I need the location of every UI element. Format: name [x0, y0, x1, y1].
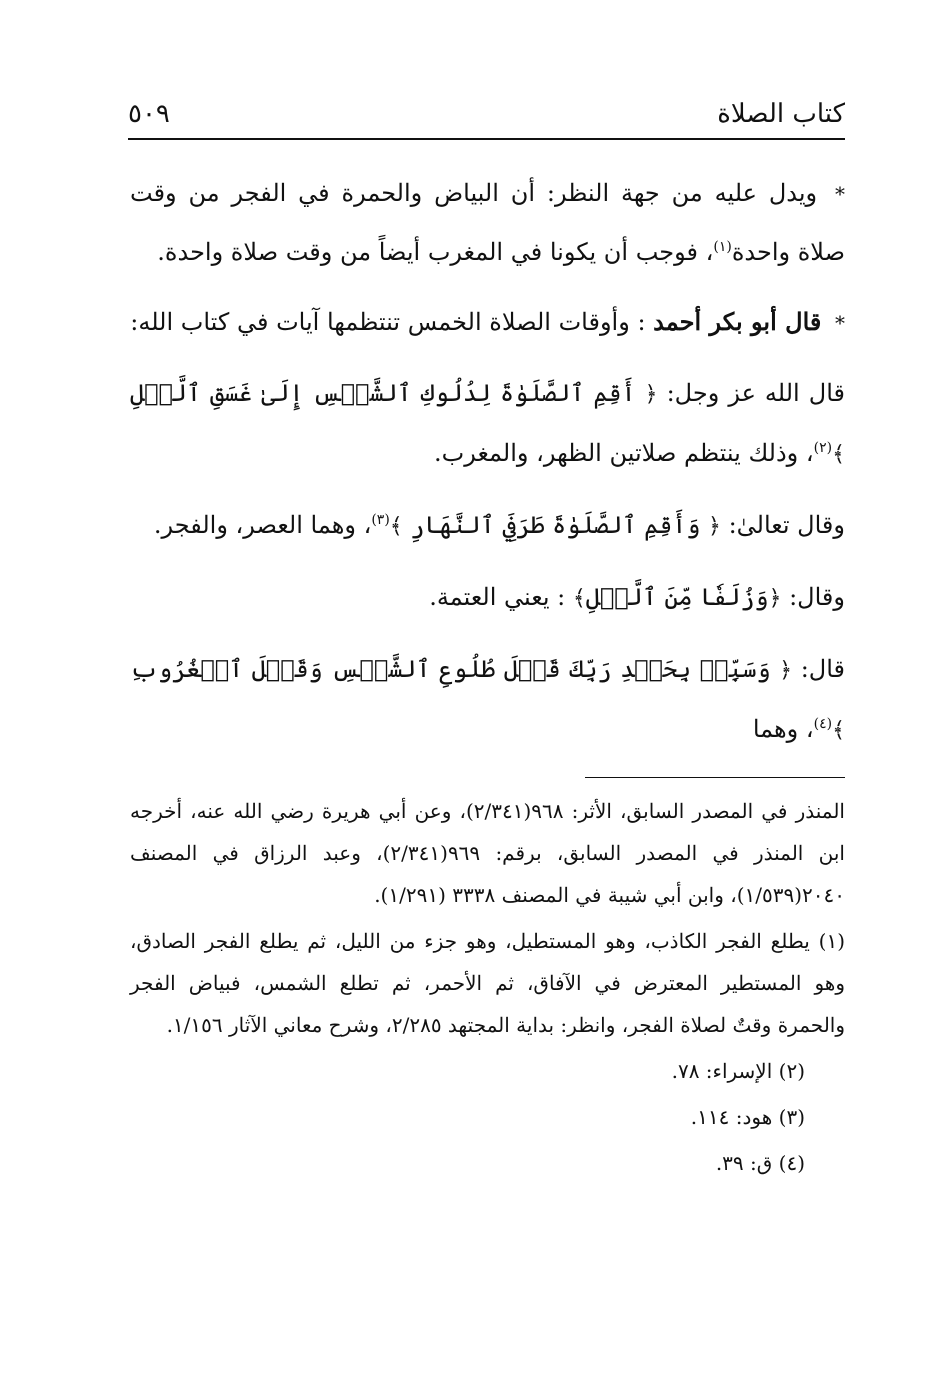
- paragraph-4-text: ، وهما العصر، والفجر.: [153, 511, 372, 539]
- paragraph-1-text-a: ويدل عليه من جهة النظر: أن البياض والحمرة في الفجر من وقت صلاة واحدة: [130, 179, 845, 266]
- asterisk-icon: *: [835, 311, 845, 335]
- verse-intro: وقال:: [789, 583, 845, 611]
- footnote-ref-1[interactable]: (١): [713, 239, 732, 255]
- verse-intro: قال:: [800, 655, 845, 683]
- quran-verse: وَأَقِمِ ٱلصَّلَوٰةَ طَرَفَيِ ٱلنَّهَارِ: [410, 511, 701, 539]
- quran-verse: وَسَبِّحۡ بِحَمۡدِ رَبِّكَ قَبۡلَ طُلُوعِ ٱلشَّمۡسِ وَقَبۡلَ ٱلۡغُرُوبِ: [130, 655, 771, 683]
- footnote-2: (٢) الإسراء: ٧٨.: [671, 1059, 805, 1083]
- speaker-name: قال أبو بكر أحمد: [653, 307, 822, 336]
- footnote-continuation: المنذر في المصدر السابق، الأثر: ٩٦٨(٢/٣٤١)، وعن أبي هريرة رضي الله عنه، أخرجه ابن المنذر في المصدر السابق، برقم: ٩٦٩(٢/٣٤١)، وعبد الرزاق في المصنف ٢٠٤٠(١/٥٣٩)، وابن أبي شيبة في المصنف ٣٣٣٨ (١/٢٩١).: [130, 799, 845, 907]
- header-divider: [128, 138, 845, 140]
- verse-intro: قال الله عز وجل:: [666, 379, 845, 407]
- paragraph-1-text-b: ، فوجب أن يكونا في المغرب أيضاً من وقت صلاة واحدة.: [157, 238, 714, 266]
- paragraph-1: [130, 164, 845, 281]
- paragraph-3-text: ، وذلك ينتظم صلاتين الظهر، والمغرب.: [434, 439, 814, 467]
- ornate-bracket-close: ﴾: [572, 586, 586, 611]
- ornate-bracket-open: ﴿: [768, 586, 782, 611]
- quran-verse: أَقِمِ ٱلصَّلَوٰةَ لِدُلُوكِ ٱلشَّمۡسِ إِلَىٰ غَسَقِ ٱلَّيۡلِ: [130, 379, 636, 407]
- ornate-bracket-open: ﴿: [779, 658, 793, 683]
- ornate-bracket-open: ﴿: [708, 514, 721, 539]
- asterisk-icon: *: [835, 182, 845, 206]
- paragraph-5: [130, 568, 845, 628]
- paragraph-2-text: : وأوقات الصلاة الخمس تنتظمها آيات في كتاب الله:: [130, 308, 646, 336]
- paragraph-6: [130, 640, 845, 760]
- footnote-divider: [585, 777, 845, 778]
- footnotes-section: [130, 790, 845, 1188]
- main-text: [130, 164, 845, 772]
- verse-intro: وقال تعالىٰ:: [728, 511, 845, 539]
- paragraph-3: [130, 364, 845, 484]
- page-header: [128, 92, 845, 136]
- ornate-bracket-close: ﴾: [832, 718, 845, 743]
- footnote-4: (٤) ق: ٣٩.: [715, 1151, 805, 1175]
- footnote-3: (٣) هود: ١١٤.: [690, 1105, 805, 1129]
- ornate-bracket-open: ﴿: [644, 382, 658, 407]
- footnote-ref-3[interactable]: (٣): [371, 512, 390, 528]
- quran-verse: وَزُلَفٗا مِّنَ ٱلَّيۡلِ: [585, 583, 769, 611]
- footnote-ref-4[interactable]: (٤): [813, 716, 833, 732]
- ornate-bracket-close: ﴾: [832, 442, 845, 467]
- running-title: كتاب الصلاة: [717, 99, 845, 129]
- page-number: ٥٠٩: [128, 99, 170, 129]
- footnote-ref-2[interactable]: (٢): [813, 440, 833, 456]
- ornate-bracket-close: ﴾: [389, 514, 403, 539]
- paragraph-5-text: : يعني العتمة.: [429, 583, 566, 611]
- footnote-1: (١) يطلع الفجر الكاذب، وهو المستطيل، وهو جزء من الليل، ثم يطلع الفجر الصادق، وهو المستطير المعترض في الآفاق، ثم الأحمر، ثم تطلع الشمس، فبياض الفجر والحمرة وقتٌ لصلاة الفجر، وانظر: بداية المجتهد ٢/٢٨٥، وشرح معاني الآثار ١/١٥٦.: [130, 929, 845, 1037]
- paragraph-2: [130, 293, 845, 352]
- paragraph-4: [130, 496, 845, 556]
- paragraph-6-text: ، وهما: [752, 715, 814, 743]
